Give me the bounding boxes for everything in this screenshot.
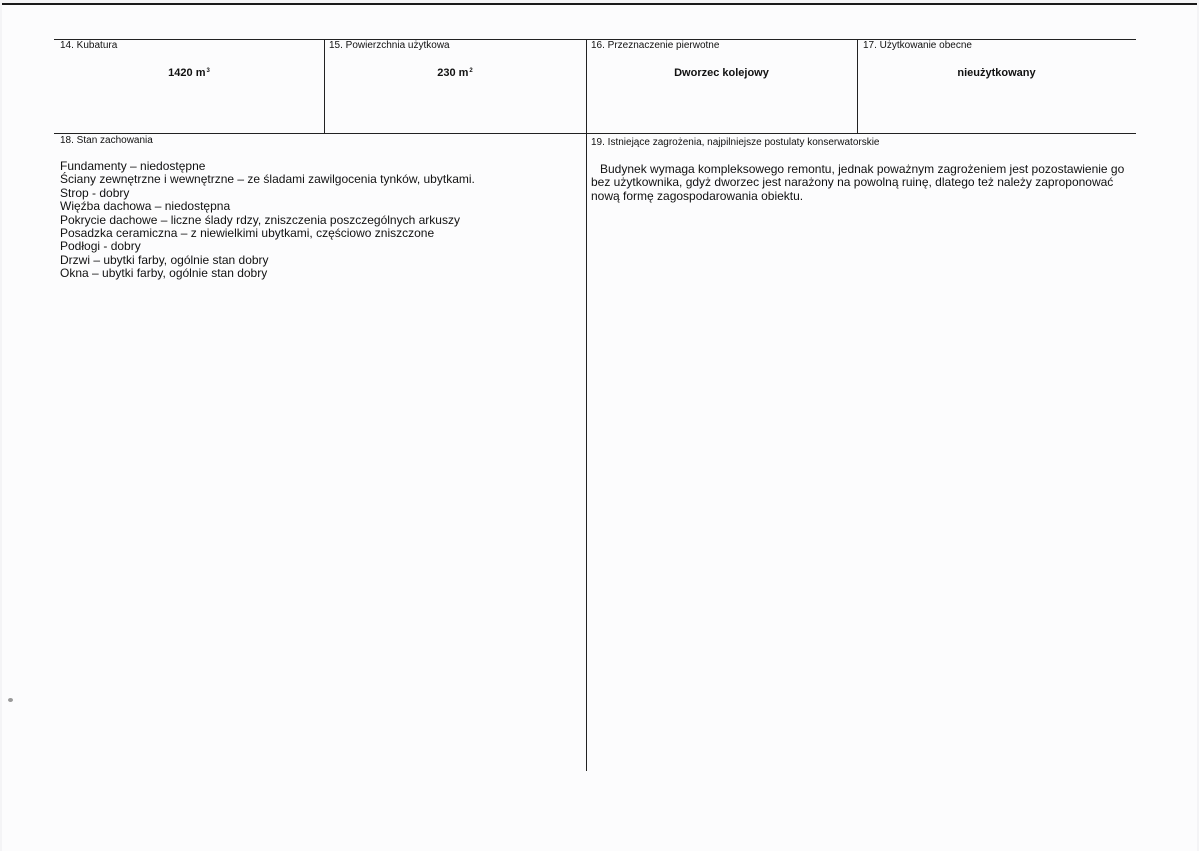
list-item: Ściany zewnętrzne i wewnętrzne – ze śladami zawilgocenia tynków, ubytkami. [60, 172, 475, 187]
column-divider-2 [586, 39, 587, 771]
list-item: Posadzka ceramiczna – z niewielkimi ubytkami, częściowo zniszczone [60, 226, 435, 241]
list-item: Pokrycie dachowe – liczne ślady rdzy, zniszczenia poszczególnych arkuszy [60, 212, 460, 227]
label-powierzchnia-uzytkowa: 15. Powierzchnia użytkowa [329, 40, 450, 51]
list-item: Więźba dachowa – niedostępna [60, 199, 231, 214]
row-divider [54, 133, 1136, 134]
label-uzytkowanie-obecne: 17. Użytkowanie obecne [863, 40, 972, 51]
label-zagrozenia: 19. Istniejące zagrożenia, najpilniejsze postulaty konserwatorskie [591, 137, 880, 148]
value-kubatura: 1420 $m^3$ [168, 67, 210, 79]
scan-speck [8, 698, 13, 702]
column-divider-1 [324, 39, 325, 133]
list-item: Fundamenty – niedostępne [60, 159, 206, 173]
list-item: Okna – ubytki farby, ogólnie stan dobry [60, 266, 268, 281]
document-page [2, 3, 1197, 851]
label-stan-zachowania: 18. Stan zachowania [60, 135, 153, 146]
value-powierzchnia-uzytkowa: 230 $m^2$ [437, 67, 473, 79]
condition-list [60, 160, 580, 281]
list-item: Podłogi - dobry [60, 239, 141, 254]
list-item: Strop - dobry [60, 185, 130, 200]
threats-paragraph: Budynek wymaga kompleksowego remontu, jednak poważnym zagrożeniem jest pozostawienie go bez użytkownika, gdyż dworzec jest narażony na powolną ruinę, dlatego też należy zaproponować nową formę zagospodarowania obiektu. [591, 162, 1125, 203]
label-przeznaczenie-pierwotne: 16. Przeznaczenie pierwotne [591, 40, 720, 51]
value-uzytkowanie-obecne: nieużytkowany [957, 67, 1036, 79]
column-divider-3 [857, 39, 858, 133]
label-kubatura: 14. Kubatura [60, 40, 118, 51]
list-item: Drzwi – ubytki farby, ogólnie stan dobry [60, 252, 269, 267]
value-przeznaczenie-pierwotne: Dworzec kolejowy [674, 67, 769, 79]
